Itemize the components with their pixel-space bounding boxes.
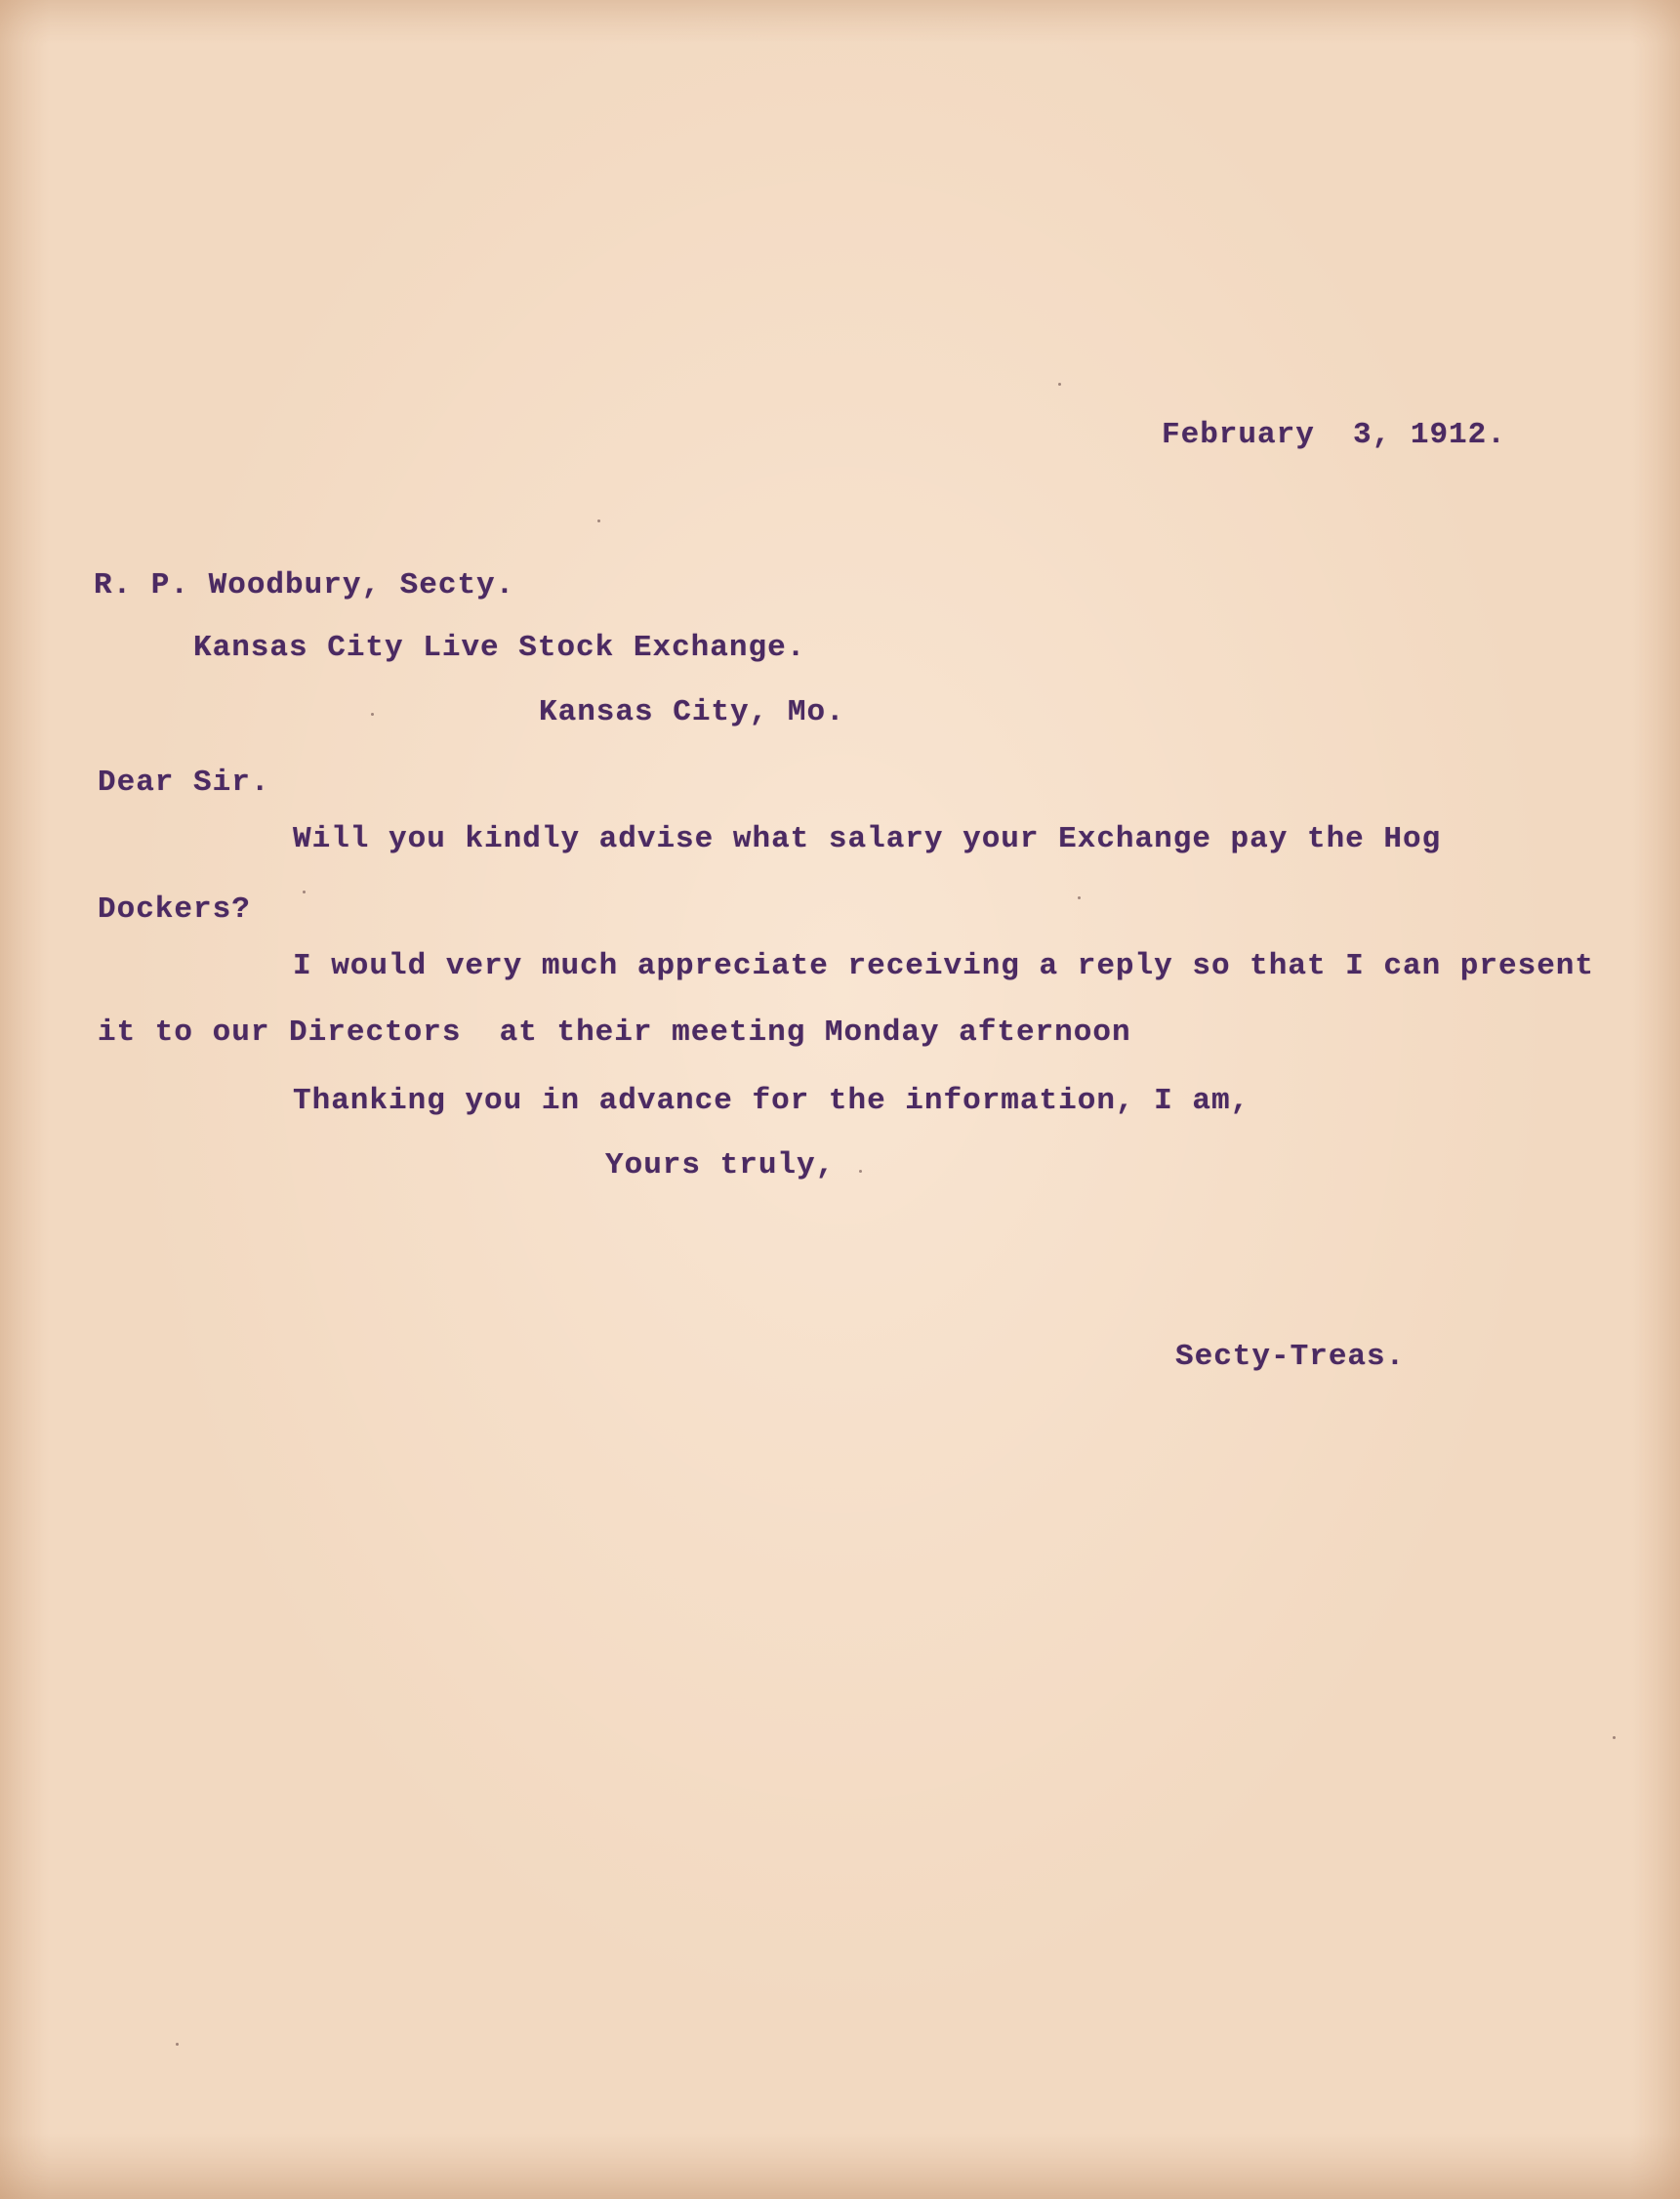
- paper-speck: [371, 713, 374, 716]
- paper-speck: [303, 891, 306, 893]
- signature-title: Secty-Treas.: [1175, 1340, 1406, 1374]
- paper-speck: [1078, 896, 1081, 899]
- recipient-organization: Kansas City Live Stock Exchange.: [193, 631, 806, 665]
- paper-speck: [859, 1170, 862, 1173]
- closing: Yours truly,: [605, 1148, 836, 1182]
- body-line-2: Dockers?: [98, 892, 251, 927]
- salutation: Dear Sir.: [98, 766, 270, 800]
- paper-speck: [1058, 383, 1061, 386]
- body-line-1: Will you kindly advise what salary your Exchange pay the Hog: [293, 822, 1442, 856]
- letter-date: February 3, 1912.: [1162, 418, 1506, 452]
- body-line-3: I would very much appreciate receiving a reply so that I can present: [293, 949, 1595, 983]
- body-line-5: Thanking you in advance for the information, I am,: [293, 1084, 1250, 1118]
- paper-speck: [1613, 1736, 1616, 1739]
- body-line-4: it to our Directors at their meeting Monday afternoon: [98, 1016, 1131, 1050]
- paper-speck: [176, 2043, 179, 2046]
- recipient-name: R. P. Woodbury, Secty.: [94, 568, 515, 602]
- recipient-city: Kansas City, Mo.: [539, 695, 845, 729]
- paper-speck: [597, 519, 600, 522]
